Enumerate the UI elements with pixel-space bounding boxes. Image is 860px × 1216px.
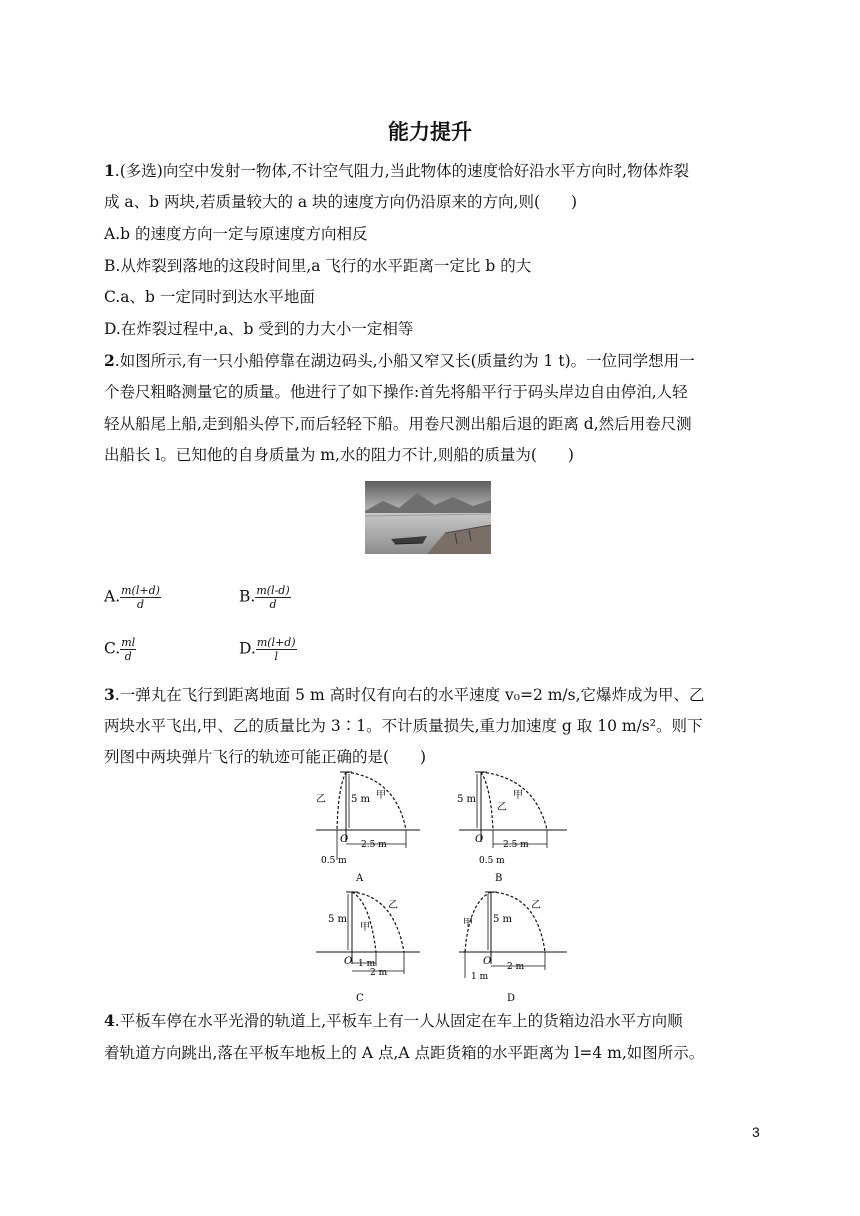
q3-line-3: 列图中两块弹片飞行的轨迹可能正确的是( ) — [104, 748, 427, 766]
q2-option-c — [104, 636, 136, 663]
q2-option-b-denominator: d — [269, 598, 277, 611]
q1-option-b: B.从炸裂到落地的这段时间里,a 飞行的水平距离一定比 b 的大 — [104, 257, 532, 275]
diagram-c-inner-distance: 1 m — [358, 959, 376, 969]
q2-option-a-numerator: m(l+d) — [121, 584, 160, 597]
q2-option-a-label: A. — [104, 587, 121, 606]
diagram-a-right-distance: 2.5 m — [361, 840, 387, 850]
q2-option-d-fraction — [256, 636, 297, 663]
diagram-c-outer-distance: 2 m — [370, 968, 388, 978]
q3-line-1 — [104, 684, 705, 706]
q4-number: 4 — [104, 1011, 115, 1030]
q3-line-2: 两块水平飞出,甲、乙的质量比为 3∶1。不计质量损失,重力加速度 g 取 10 m/s²。则下 — [104, 717, 703, 735]
q3-number: 3 — [104, 685, 115, 704]
diagram-d-label: D — [507, 993, 516, 1004]
diagram-d-height-label: 5 m — [493, 914, 513, 925]
q2-option-a-denominator: d — [137, 598, 145, 611]
diagram-d-origin: O — [483, 956, 492, 967]
q2-option-d-label: D. — [239, 639, 256, 658]
q2-option-b-numerator: m(l-d) — [256, 584, 290, 597]
diagram-b-left-distance: 0.5 m — [479, 856, 505, 866]
q3-text: .一弹丸在飞行到距离地面 5 m 高时仅有向右的水平速度 v₀=2 m/s,它爆炸成为甲、乙 — [114, 686, 705, 704]
q2-option-d-denominator: l — [274, 650, 278, 663]
q4-line-1 — [104, 1010, 683, 1032]
diagram-a-origin: O — [340, 834, 349, 845]
q2-option-a — [104, 584, 161, 611]
q2-option-b — [239, 584, 291, 611]
q1-line-2: 成 a、b 两块,若质量较大的 a 块的速度方向仍沿原来的方向,则( ) — [104, 193, 578, 211]
diagram-b-inner-piece: 乙 — [497, 802, 507, 813]
q2-line-4: 出船长 l。已知他的自身质量为 m,水的阻力不计,则船的质量为( ) — [104, 446, 574, 464]
diagram-a-label: A — [356, 873, 364, 884]
trajectory-diagram-a — [308, 768, 428, 886]
diagram-c-origin: O — [344, 956, 353, 967]
q1-option-d: D.在炸裂过程中,a、b 受到的力大小一定相等 — [104, 320, 414, 338]
q2-option-c-denominator: d — [124, 650, 132, 663]
section-title: 能力提升 — [388, 120, 472, 144]
diagram-b-right-distance: 2.5 m — [503, 840, 529, 850]
diagram-b-height-label: 5 m — [457, 794, 477, 805]
q2-number: 2 — [104, 351, 115, 370]
diagram-c-height-label: 5 m — [328, 914, 348, 925]
q1-line-1 — [104, 160, 689, 182]
diagram-d-left-distance: 1 m — [471, 972, 489, 982]
q1-number: 1 — [104, 161, 115, 180]
q4-line-2: 着轨道方向跳出,落在平板车地板上的 A 点,A 点距货箱的水平距离为 l=4 m,如图所示。 — [104, 1044, 705, 1062]
q2-option-c-numerator: ml — [121, 636, 136, 649]
page-number: 3 — [752, 1124, 760, 1140]
q2-option-b-label: B. — [239, 587, 256, 606]
q4-text: .平板车停在水平光滑的轨道上,平板车上有一人从固定在车上的货箱边沿水平方向顺 — [114, 1012, 683, 1030]
q1-option-c: C.a、b 一定同时到达水平地面 — [104, 288, 315, 306]
q1-option-a: A.b 的速度方向一定与原速度方向相反 — [104, 225, 368, 243]
q2-option-c-label: C. — [104, 639, 121, 658]
q2-line-1 — [104, 350, 695, 372]
diagram-a-right-piece: 甲 — [376, 790, 386, 801]
q2-option-b-fraction — [255, 584, 290, 611]
q2-option-d — [239, 636, 297, 663]
diagram-b-label: B — [495, 873, 503, 884]
trajectory-diagram-b — [455, 768, 575, 886]
q1-text: .(多选)向空中发射一物体,不计空气阻力,当此物体的速度恰好沿水平方向时,物体炸裂 — [114, 162, 690, 180]
diagram-a-height-label: 5 m — [351, 794, 371, 805]
trajectory-diagram-c — [308, 886, 428, 1004]
q2-option-a-fraction — [120, 584, 161, 611]
q2-option-c-fraction — [120, 636, 136, 663]
diagram-b-origin: O — [475, 834, 484, 845]
diagram-d-right-piece: 乙 — [531, 900, 541, 911]
diagram-a-left-piece: 乙 — [316, 794, 326, 805]
q2-option-d-numerator: m(l+d) — [256, 636, 296, 649]
q2-line-2: 个卷尺粗略测量它的质量。他进行了如下操作:首先将船平行于码头岸边自由停泊,人轻 — [104, 383, 688, 401]
diagram-c-inner-piece: 甲 — [360, 922, 370, 933]
diagram-b-outer-piece: 甲 — [513, 790, 523, 801]
q2-line-3: 轻从船尾上船,走到船头停下,而后轻轻下船。用卷尺测出船后退的距离 d,然后用卷尺测 — [104, 415, 692, 433]
lake-dock-boat-photo — [365, 481, 491, 554]
diagram-d-right-distance: 2 m — [507, 962, 525, 972]
diagram-c-outer-piece: 乙 — [388, 900, 398, 911]
diagram-c-label: C — [356, 993, 364, 1004]
q2-text: .如图所示,有一只小船停靠在湖边码头,小船又窄又长(质量约为 1 t)。一位同学想用一 — [114, 352, 695, 370]
trajectory-diagram-d — [455, 886, 575, 1004]
diagram-a-left-distance: 0.5 m — [321, 856, 347, 866]
diagram-d-left-piece: 甲 — [463, 918, 473, 929]
